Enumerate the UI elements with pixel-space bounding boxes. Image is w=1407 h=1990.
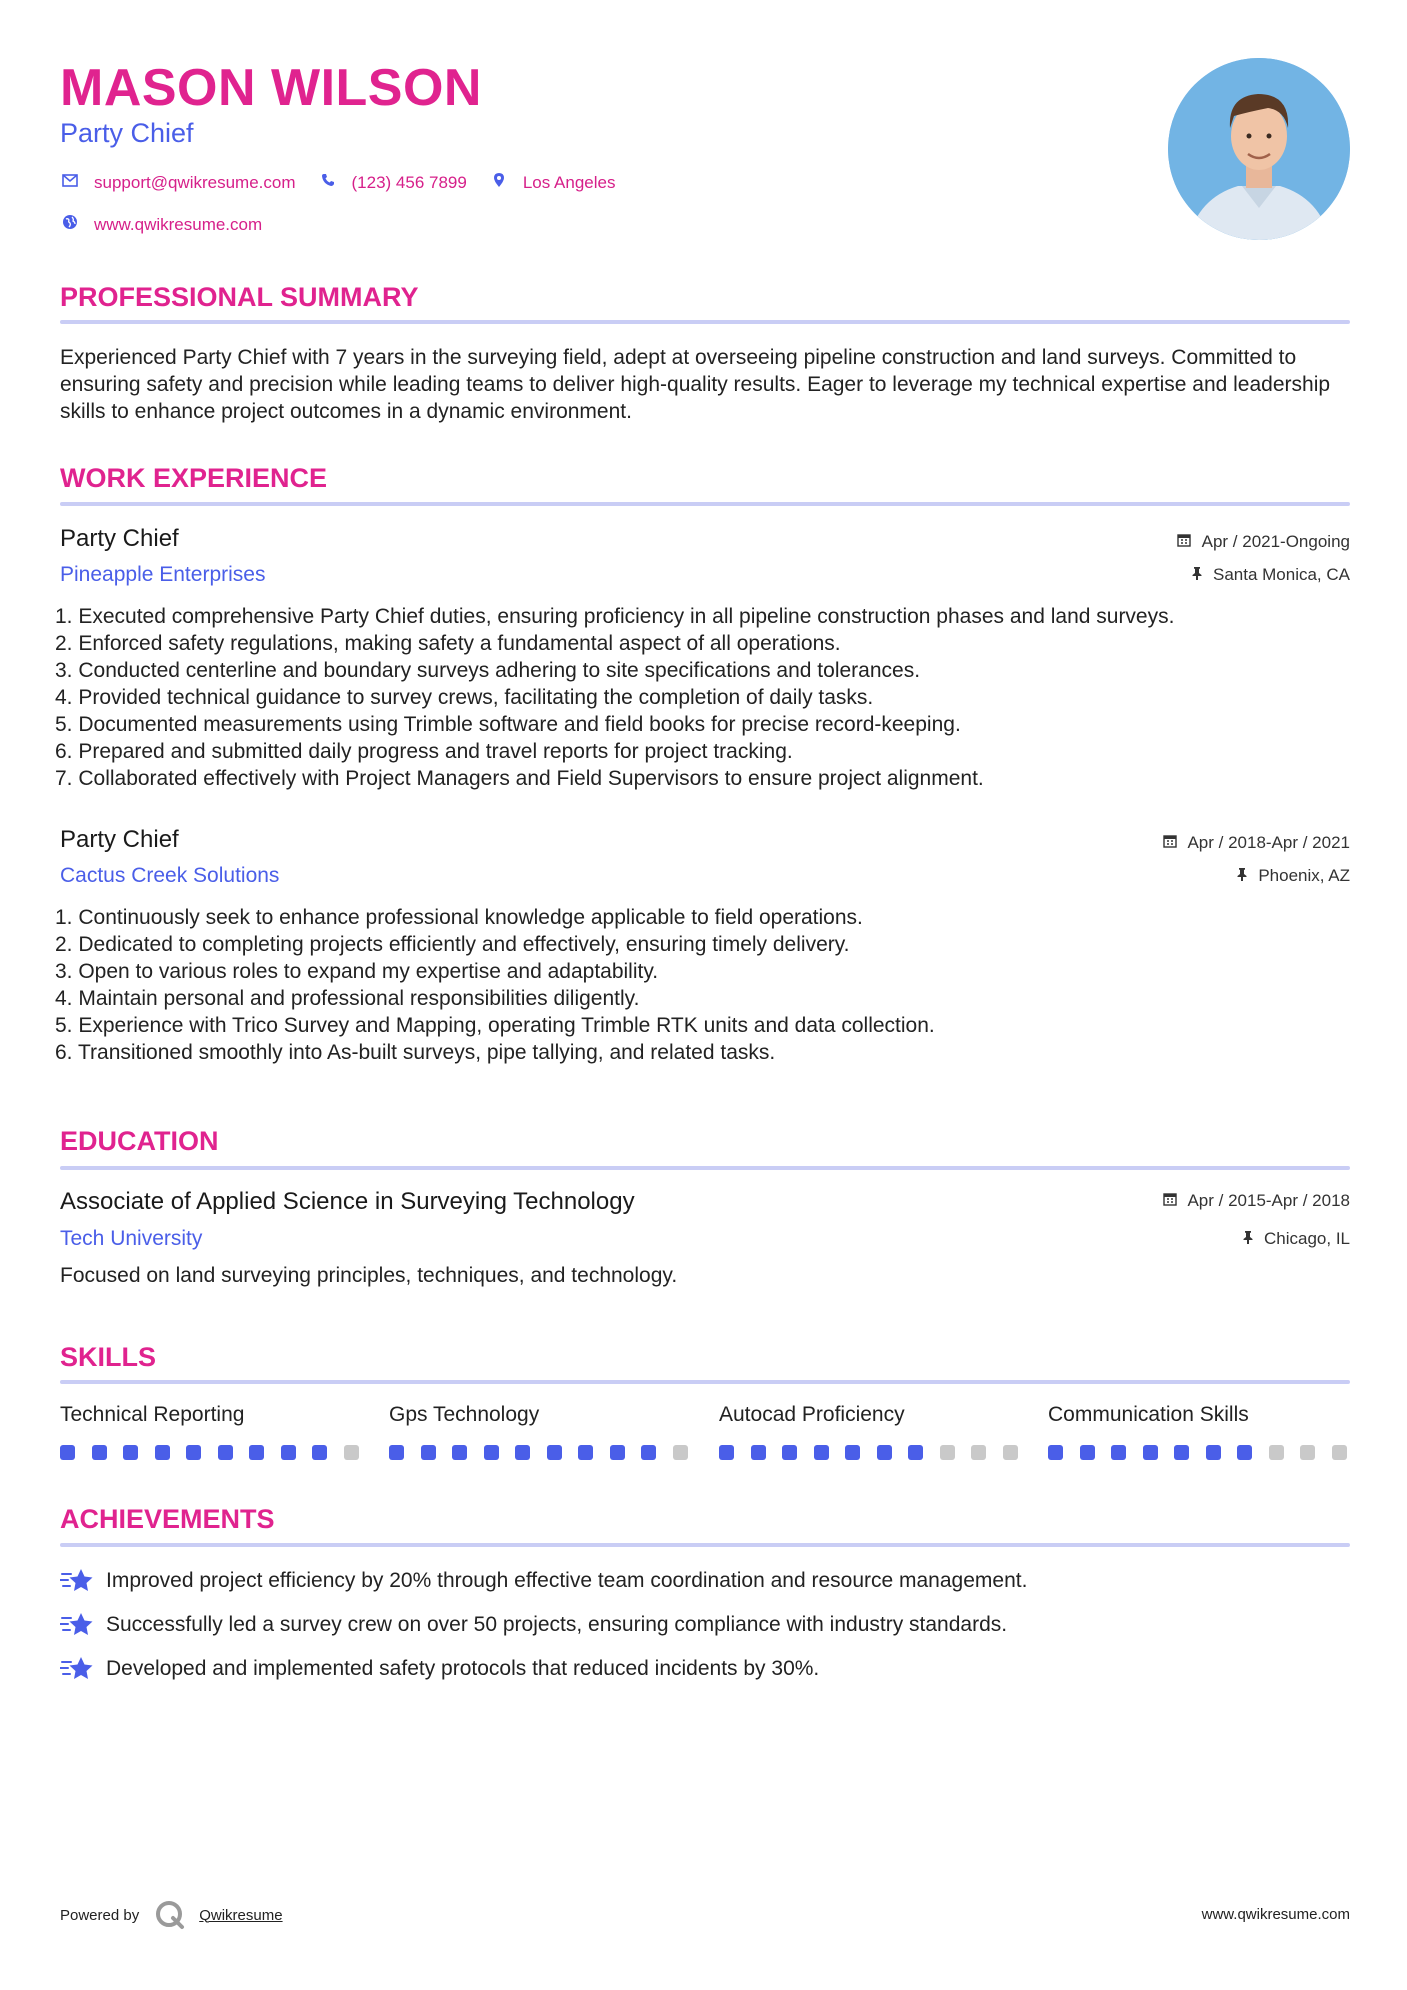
achievement-text: Successfully led a survey crew on over 50 projects, ensuring compliance with industry standards. — [106, 1613, 1008, 1636]
list-item: 5. Experience with Trico Survey and Mapping, operating Trimble RTK units and data collection. — [55, 1014, 935, 1037]
skill-dot-filled — [610, 1445, 625, 1460]
star-icon — [60, 1610, 94, 1640]
profile-photo — [1168, 58, 1350, 240]
globe-icon — [60, 214, 80, 235]
section-divider — [60, 502, 1350, 506]
contact-website[interactable] — [60, 214, 262, 235]
skill-dot-filled — [719, 1445, 734, 1460]
job-dates — [1163, 833, 1350, 853]
skill-dot-filled — [421, 1445, 436, 1460]
skill-dot-filled — [578, 1445, 593, 1460]
skill-dot-filled — [60, 1445, 75, 1460]
skill-rating — [719, 1445, 1034, 1460]
skill-dot-filled — [155, 1445, 170, 1460]
list-item: 3. Open to various roles to expand my expertise and adaptability. — [55, 960, 659, 983]
achievement-item — [60, 1566, 1027, 1596]
footer-powered-by — [60, 1900, 283, 1930]
section-divider — [60, 320, 1350, 324]
skill-dot-filled — [908, 1445, 923, 1460]
section-title-skills: SKILLS — [60, 1342, 157, 1372]
job-location-text: Santa Monica, CA — [1212, 565, 1350, 584]
job-title: Party Chief — [60, 525, 179, 552]
contact-row-1 — [60, 172, 637, 193]
skill-dot-filled — [1174, 1445, 1189, 1460]
skill-dot-filled — [281, 1445, 296, 1460]
achievement-item — [60, 1654, 819, 1684]
list-item: 4. Provided technical guidance to survey crews, facilitating the completion of daily tasks. — [55, 686, 874, 709]
skill-dot-filled — [389, 1445, 404, 1460]
education-description: Focused on land surveying principles, techniques, and technology. — [60, 1264, 678, 1287]
contact-row-2 — [60, 214, 284, 235]
summary-text: Experienced Party Chief with 7 years in the surveying field, adept at overseeing pipeline construction and land surveys. Committed to ensuring safety and precision while leading teams to deliver high-quality results. Eager to leverage my technical expertise and leadership skills to enhance project outcomes in a dynamic environment. — [60, 346, 1331, 423]
list-item: 4. Maintain personal and professional responsibilities diligently. — [55, 987, 640, 1010]
section-divider — [60, 1543, 1350, 1547]
list-item: 1. Continuously seek to enhance professional knowledge applicable to field operations. — [55, 906, 863, 929]
pushpin-icon — [1191, 567, 1207, 584]
skill-dot-filled — [1048, 1445, 1063, 1460]
qwikresume-logo-icon — [155, 1900, 185, 1930]
achievement-text: Improved project efficiency by 20% through effective team coordination and resource management. — [106, 1569, 1028, 1592]
job-bullets — [55, 904, 1355, 1066]
candidate-title: Party Chief — [60, 118, 194, 148]
skill-dot-empty — [673, 1445, 688, 1460]
skill-dot-filled — [814, 1445, 829, 1460]
location-text: Los Angeles — [522, 172, 616, 192]
skill-dot-filled — [515, 1445, 530, 1460]
job-bullets — [55, 603, 1355, 792]
job-location — [1191, 565, 1350, 585]
list-item: 1. Executed comprehensive Party Chief duties, ensuring proficiency in all pipeline construction phases and land surveys. — [55, 605, 1175, 628]
job-dates — [1177, 532, 1350, 552]
list-item: 6. Prepared and submitted daily progress and travel reports for project tracking. — [55, 740, 793, 763]
skill-name: Communication Skills — [1048, 1403, 1249, 1426]
section-title-experience: WORK EXPERIENCE — [60, 463, 328, 493]
job-company: Cactus Creek Solutions — [60, 864, 280, 887]
education-degree: Associate of Applied Science in Surveying Technology — [60, 1188, 635, 1215]
job-location — [1236, 866, 1350, 886]
skill-dot-filled — [123, 1445, 138, 1460]
education-dates — [1163, 1191, 1350, 1211]
job-dates-text: Apr / 2021-Ongoing — [1201, 532, 1350, 551]
skill-dot-filled — [1143, 1445, 1158, 1460]
brand-link[interactable]: Qwikresume — [199, 1906, 283, 1924]
skill-dot-filled — [547, 1445, 562, 1460]
map-pin-icon — [489, 172, 509, 193]
skill-dot-filled — [92, 1445, 107, 1460]
achievement-text: Developed and implemented safety protocols that reduced incidents by 30%. — [106, 1657, 820, 1680]
skill-dot-filled — [782, 1445, 797, 1460]
pushpin-icon — [1236, 868, 1252, 885]
skill-item — [719, 1403, 1019, 1427]
skill-rating — [1048, 1445, 1363, 1460]
skill-dot-empty — [1003, 1445, 1018, 1460]
skill-name: Autocad Proficiency — [719, 1403, 905, 1426]
skill-name: Technical Reporting — [60, 1403, 245, 1426]
section-divider — [60, 1380, 1350, 1384]
powered-by-label: Powered by — [60, 1906, 140, 1924]
section-title-education: EDUCATION — [60, 1126, 219, 1156]
star-icon — [60, 1654, 94, 1684]
list-item: 3. Conducted centerline and boundary surveys adhering to site specifications and tolerances. — [55, 659, 921, 682]
skill-dot-empty — [1269, 1445, 1284, 1460]
website-text: www.qwikresume.com — [94, 214, 263, 234]
skill-dot-filled — [249, 1445, 264, 1460]
list-item: 7. Collaborated effectively with Project Managers and Field Supervisors to ensure project alignment. — [55, 767, 984, 790]
skill-name: Gps Technology — [389, 1403, 540, 1426]
envelope-icon — [60, 174, 80, 192]
skill-dot-filled — [1206, 1445, 1221, 1460]
list-item: 2. Dedicated to completing projects efficiently and effectively, ensuring timely delivery. — [55, 933, 850, 956]
email-text: support@qwikresume.com — [94, 172, 296, 192]
list-item: 6. Transitioned smoothly into As-built surveys, pipe tallying, and related tasks. — [55, 1041, 776, 1064]
section-title-summary: PROFESSIONAL SUMMARY — [60, 282, 419, 312]
skill-dot-empty — [971, 1445, 986, 1460]
section-divider — [60, 1166, 1350, 1170]
list-item: 2. Enforced safety regulations, making safety a fundamental aspect of all operations. — [55, 632, 841, 655]
skill-dot-filled — [877, 1445, 892, 1460]
skill-dot-empty — [1332, 1445, 1347, 1460]
skill-rating — [60, 1445, 375, 1460]
skill-dot-filled — [484, 1445, 499, 1460]
calendar-icon — [1163, 1193, 1181, 1210]
phone-text: (123) 456 7899 — [351, 172, 467, 192]
job-company: Pineapple Enterprises — [60, 563, 266, 586]
job-location-text: Phoenix, AZ — [1258, 866, 1350, 885]
skill-rating — [389, 1445, 704, 1460]
skill-dot-filled — [452, 1445, 467, 1460]
star-icon — [60, 1566, 94, 1596]
contact-email[interactable] — [60, 173, 296, 193]
skill-dot-filled — [1111, 1445, 1126, 1460]
skill-dot-empty — [344, 1445, 359, 1460]
skill-item — [1048, 1403, 1348, 1427]
skill-dot-filled — [1080, 1445, 1095, 1460]
contact-phone[interactable] — [318, 173, 467, 193]
skill-dot-filled — [845, 1445, 860, 1460]
list-item: 5. Documented measurements using Trimble software and field books for precise record-keeping. — [55, 713, 961, 736]
pushpin-icon — [1242, 1231, 1258, 1248]
job-title: Party Chief — [60, 826, 179, 853]
section-title-achievements: ACHIEVEMENTS — [60, 1504, 275, 1534]
skill-dot-empty — [1300, 1445, 1315, 1460]
calendar-icon — [1177, 534, 1195, 551]
job-dates-text: Apr / 2018-Apr / 2021 — [1187, 833, 1350, 852]
achievement-item — [60, 1610, 1007, 1640]
education-location — [1242, 1229, 1350, 1249]
skill-dot-filled — [312, 1445, 327, 1460]
skill-dot-filled — [1237, 1445, 1252, 1460]
candidate-name: MASON WILSON — [60, 59, 482, 117]
education-location-text: Chicago, IL — [1264, 1229, 1350, 1248]
education-school: Tech University — [60, 1227, 203, 1250]
skill-dot-filled — [186, 1445, 201, 1460]
phone-icon — [318, 173, 338, 192]
education-dates-text: Apr / 2015-Apr / 2018 — [1187, 1191, 1350, 1210]
calendar-icon — [1163, 835, 1181, 852]
skill-dot-filled — [641, 1445, 656, 1460]
contact-location — [489, 172, 616, 193]
skill-item — [60, 1403, 360, 1427]
skill-dot-filled — [218, 1445, 233, 1460]
footer-website[interactable]: www.qwikresume.com — [1201, 1906, 1350, 1923]
skill-dot-filled — [751, 1445, 766, 1460]
skill-item — [389, 1403, 689, 1427]
skill-dot-empty — [940, 1445, 955, 1460]
